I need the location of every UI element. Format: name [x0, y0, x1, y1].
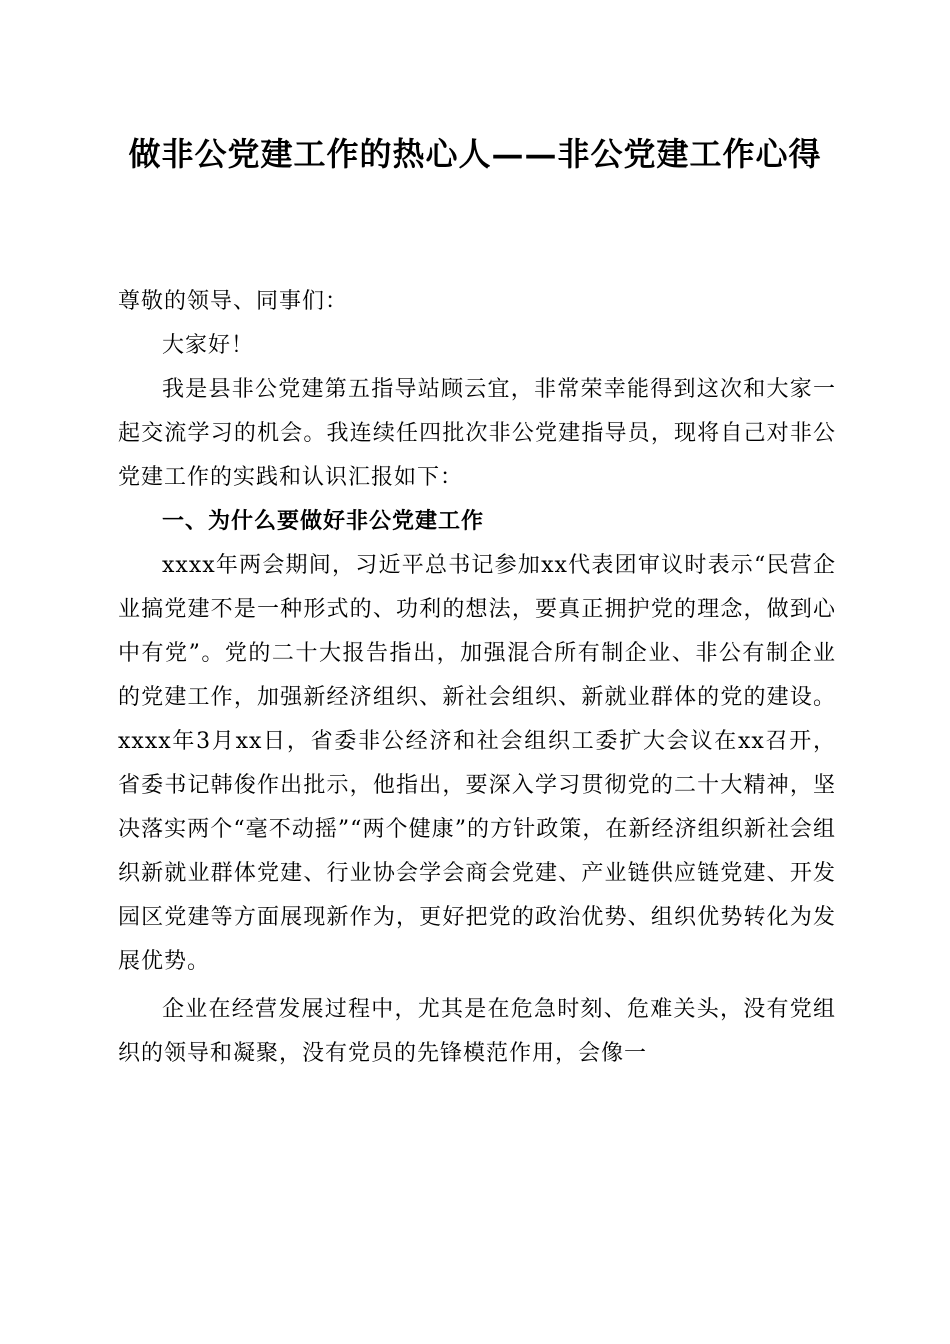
body-paragraph: 企业在经营发展过程中，尤其是在危急时刻、危难关头，没有党组织的领导和凝聚，没有党员的先锋模范作用，会像一: [118, 997, 836, 1066]
document-body: [118, 280, 836, 1076]
intro-paragraph: 我是县非公党建第五指导站顾云宜，非常荣幸能得到这次和大家一起交流学习的机会。我连续任四批次非公党建指导员，现将自己对非公党建工作的实践和认识汇报如下：: [118, 377, 836, 490]
document-title: 做非公党建工作的热心人——非公党建工作心得: [128, 135, 822, 173]
body-paragraph: xxxx年两会期间，习近平总书记参加xx代表团审议时表示“民营企业搞党建不是一种形式的、功利的想法，要真正拥护党的理念，做到心中有党”。党的二十大报告指出，加强混合所有制企业、非公有制企业的党建工作，加强新经济组织、新社会组织、新就业群体的党的建设。xxxx年3月xx日，省委非公经济和社会组织工委扩大会议在xx召开，省委书记韩俊作出批示，他指出，要深入学习贯彻党的二十大精神，坚决落实两个“毫不动摇”“两个健康”的方针政策，在新经济组织新社会组织新就业群体党建、行业协会学会商会党建、产业链供应链党建、开发园区党建等方面展现新作为，更好把党的政治优势、组织优势转化为发展优势。: [118, 553, 836, 974]
greeting: 大家好！: [162, 333, 255, 358]
salutation: 尊敬的领导、同事们：: [118, 289, 349, 314]
section-heading: 一、为什么要做好非公党建工作: [162, 509, 485, 534]
